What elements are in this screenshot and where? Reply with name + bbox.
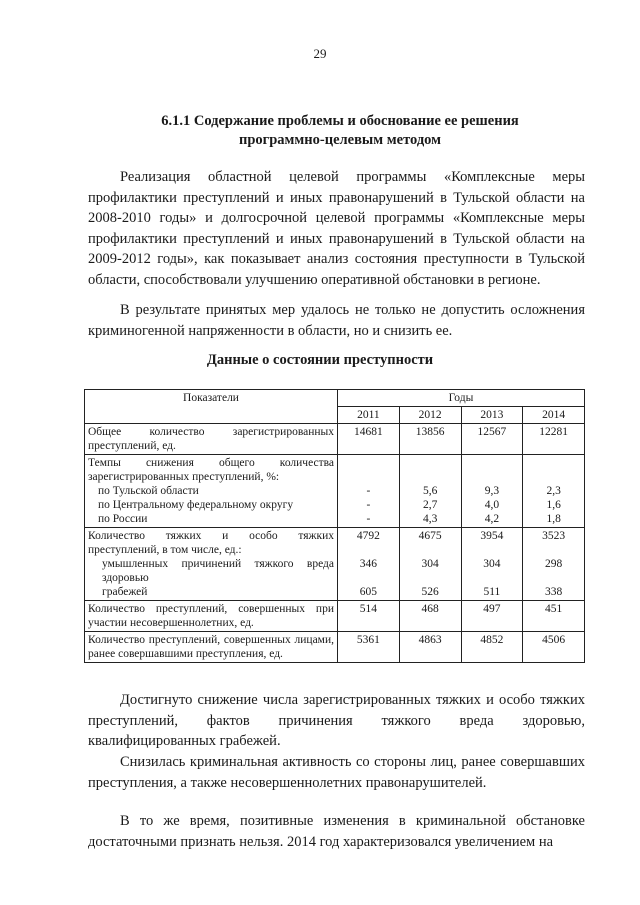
year-2013: 2013: [461, 407, 523, 424]
table-cell: 4506: [523, 632, 585, 663]
table-title: Данные о состоянии преступности: [206, 352, 434, 368]
cell-value: 304: [483, 558, 501, 570]
cell-value: 4,0: [484, 499, 500, 511]
cell-value: -: [366, 499, 371, 511]
cell-value: 346: [359, 558, 377, 570]
row-label-repeat-offender-crimes: Количество преступлений, совершенных лицами, ранее совершавшими преступления, ед.: [85, 632, 338, 663]
row-label-decline-rate: [85, 455, 338, 528]
cell-value: 1,6: [546, 499, 561, 511]
row-label-sub: грабежей: [102, 586, 148, 598]
cell-value: 526: [421, 586, 439, 598]
table-cell: 468: [399, 601, 461, 632]
table-cell: 4863: [399, 632, 461, 663]
table-cell: 5361: [338, 632, 400, 663]
cell-value: 338: [545, 586, 563, 598]
cell-value: -: [366, 485, 371, 497]
row-label-main: Темпы снижения общего количества зарегистрированных преступлений, %:: [88, 457, 334, 483]
row-label-sub: умышленных причинений тяжкого вреда здоровью: [102, 558, 334, 584]
table-cell: 4852: [461, 632, 523, 663]
cell-value: 298: [545, 558, 563, 570]
paragraph-3: Достигнуто снижение числа зарегистрированных тяжких и особо тяжких преступлений, фактов причинения тяжкого вреда здоровью, квалифицированных грабежей.: [88, 692, 585, 749]
cell-value: 3523: [542, 530, 566, 542]
cell-value: 2,7: [422, 499, 438, 511]
table-row: [85, 424, 585, 455]
section-heading: [90, 112, 590, 150]
table-cell: [461, 528, 523, 601]
table-cell: [399, 528, 461, 601]
table-cell: [399, 455, 461, 528]
cell-value: 2,3: [546, 485, 561, 497]
table-cell: 14681: [338, 424, 400, 455]
row-label-juvenile-crimes: Количество преступлений, совершенных при участии несовершеннолетних, ед.: [85, 601, 338, 632]
cell-value: 9,3: [484, 485, 500, 497]
paragraph-5: В то же время, позитивные изменения в криминальной обстановке достаточными признать нельзя. 2014 год характеризовался увеличением на: [88, 813, 585, 850]
table-cell: [461, 455, 523, 528]
table-cell: 451: [523, 601, 585, 632]
paragraph-2: В результате принятых мер удалось не только не допустить осложнения криминогенной напряженности в области, но и снизить ее.: [88, 302, 585, 339]
table-row: [85, 601, 585, 632]
row-label-main: Количество тяжких и особо тяжких преступлений, в том числе, ед.:: [88, 530, 334, 556]
cell-value: 511: [483, 586, 501, 598]
year-2014: 2014: [523, 407, 585, 424]
table-cell: 12281: [523, 424, 585, 455]
cell-value: 4792: [356, 530, 380, 542]
cell-value: -: [366, 513, 371, 525]
cell-value: 4,3: [422, 513, 438, 525]
row-label-sub: по России: [98, 513, 148, 525]
header-indicators: Показатели: [85, 390, 338, 424]
table-cell: 13856: [399, 424, 461, 455]
cell-value: 3954: [480, 530, 504, 542]
table-cell: [338, 528, 400, 601]
year-2011: 2011: [338, 407, 400, 424]
table-row: [85, 632, 585, 663]
page-number: 29: [313, 46, 327, 61]
row-label-sub: по Центральному федеральному округу: [98, 499, 294, 511]
paragraph-4: Снизилась криминальная активность со стороны лиц, ранее совершавших преступления, а также несовершеннолетних правонарушителей.: [88, 754, 585, 791]
cell-value: 304: [421, 558, 439, 570]
table-cell: [523, 528, 585, 601]
cell-value: 605: [359, 586, 377, 598]
table-cell: 497: [461, 601, 523, 632]
row-label-total-crimes: Общее количество зарегистрированных преступлений, ед.: [85, 424, 338, 455]
table-cell: [338, 455, 400, 528]
row-label-sub: по Тульской области: [98, 485, 199, 497]
cell-value: 5,6: [422, 485, 438, 497]
table-cell: 12567: [461, 424, 523, 455]
row-label-grave-crimes: [85, 528, 338, 601]
header-years: Годы: [338, 390, 585, 407]
table-cell: 514: [338, 601, 400, 632]
year-2012: 2012: [399, 407, 461, 424]
table-cell: [523, 455, 585, 528]
cell-value: 4,2: [484, 513, 500, 525]
paragraph-1: Реализация областной целевой программы «Комплексные меры профилактики преступлений и иных правонарушений в Тульской области на 2008-2010 годы» и долгосрочной целевой программы «Комплексные меры профилактики преступлений и иных правонарушений в Тульской области на 2009-2012 годы», как показывает анализ состояния преступности в Тульской области, способствовали улучшению оперативной обстановки в регионе.: [88, 169, 585, 288]
crime-statistics-table: [84, 389, 585, 663]
heading-line-1: 6.1.1 Содержание проблемы и обоснование ее решения: [161, 113, 519, 129]
cell-value: 1,8: [546, 513, 561, 525]
table-row: [85, 455, 585, 528]
table-row: [85, 528, 585, 601]
cell-value: 4675: [418, 530, 442, 542]
heading-line-2: программно-целевым методом: [238, 132, 442, 148]
table-header-row: [85, 390, 585, 407]
